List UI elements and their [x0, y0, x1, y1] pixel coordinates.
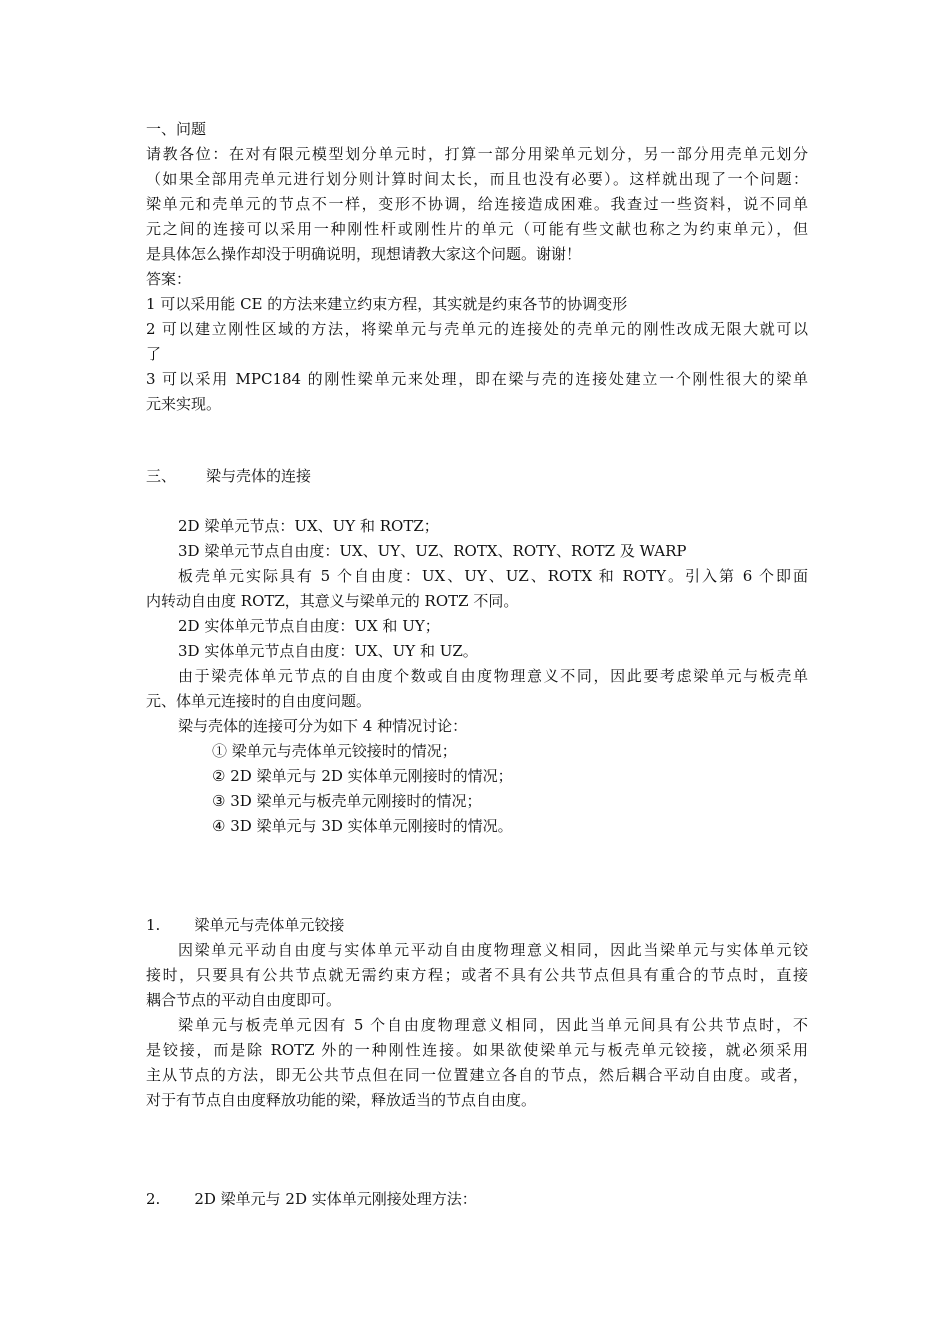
s1-para1-line-3: 耦合节点的平动自由度即可。: [146, 991, 342, 1009]
question-heading: 一、问题: [146, 120, 207, 138]
case-item-3: ③ 3D 梁单元与板壳单元刚接时的情况；: [212, 792, 482, 810]
subsection-2-heading: [146, 1187, 477, 1212]
s1-para2-line-3: 主从节点的方法，即无公共节点但在同一位置建立各自的节点，然后耦合平动自由度。或者，: [146, 1066, 808, 1084]
question-line-4: 元之间的连接可以采用一种刚性杆或刚性片的单元（可能有些文献也称之为约束单元），但: [146, 220, 808, 238]
dof-line-7: 由于梁壳体单元节点的自由度个数或自由度物理意义不同，因此要考虑梁单元与板壳单: [178, 667, 808, 685]
answer-item-3-cont: 元来实现。: [146, 395, 222, 413]
answer-item-2: 2 可以建立刚性区域的方法，将梁单元与壳单元的连接处的壳单元的刚性改成无限大就可以: [146, 320, 808, 338]
dof-line-2: 3D 梁单元节点自由度：UX、UY、UZ、ROTX、ROTY、ROTZ 及 WARP: [178, 542, 687, 560]
s1-para2-line-1: 梁单元与板壳单元因有 5 个自由度物理意义相同，因此当单元间具有公共节点时，不: [178, 1016, 808, 1034]
subsection-1-title: 梁单元与壳体单元铰接: [194, 916, 345, 934]
section-3-title: 梁与壳体的连接: [206, 467, 312, 485]
case-item-1: ① 梁单元与壳体单元铰接时的情况；: [212, 742, 457, 760]
subsection-1-heading: [146, 913, 344, 938]
answer-item-3: 3 可以采用 MPC184 的刚性梁单元来处理，即在梁与壳的连接处建立一个刚性很大的梁单: [146, 370, 808, 388]
dof-line-6: 3D 实体单元节点自由度：UX、UY 和 UZ。: [178, 642, 478, 660]
question-line-1: 请教各位：在对有限元模型划分单元时，打算一部分用梁单元划分，另一部分用壳单元划分: [146, 145, 808, 163]
answer-item-1: 1 可以采用能 CE 的方法来建立约束方程，其实就是约束各节的协调变形: [146, 295, 628, 313]
s1-para1-line-2: 接时，只要具有公共节点就无需约束方程；或者不具有公共节点但具有重合的节点时，直接: [146, 966, 808, 984]
case-item-4: ④ 3D 梁单元与 3D 实体单元刚接时的情况。: [212, 817, 513, 835]
dof-line-1: 2D 梁单元节点：UX、UY 和 ROTZ；: [178, 517, 439, 535]
question-line-3: 梁单元和壳单元的节点不一样，变形不协调，给连接造成困难。我查过一些资料，说不同单: [146, 195, 808, 213]
subsection-2-number: 2.: [146, 1190, 161, 1208]
dof-line-5: 2D 实体单元节点自由度：UX 和 UY；: [178, 617, 440, 635]
question-line-5: 是具体怎么操作却没于明确说明，现想请教大家这个问题。谢谢！: [146, 245, 582, 263]
dof-line-4: 内转动自由度 ROTZ，其意义与梁单元的 ROTZ 不同。: [146, 592, 519, 610]
section-3-number: 三、: [146, 467, 177, 485]
section-3-heading: [146, 464, 311, 489]
answer-label: 答案：: [146, 270, 192, 288]
s1-para1-line-1: 因梁单元平动自由度与实体单元平动自由度物理意义相同，因此当梁单元与实体单元铰: [178, 941, 808, 959]
case-item-2: ② 2D 梁单元与 2D 实体单元刚接时的情况；: [212, 767, 513, 785]
question-line-2: （如果全部用壳单元进行划分则计算时间太长，而且也没有必要）。这样就出现了一个问题：: [146, 170, 808, 188]
s1-para2-line-4: 对于有节点自由度释放功能的梁，释放适当的节点自由度。: [146, 1091, 537, 1109]
s1-para2-line-2: 是铰接，而是除 ROTZ 外的一种刚性连接。如果欲使梁单元与板壳单元铰接，就必须采用: [146, 1041, 808, 1059]
subsection-1-number: 1.: [146, 916, 161, 934]
dof-line-3: 板壳单元实际具有 5 个自由度：UX、UY、UZ、ROTX 和 ROTY。引入第 6 个即面: [178, 567, 808, 585]
subsection-2-title: 2D 梁单元与 2D 实体单元刚接处理方法：: [194, 1190, 477, 1208]
dof-line-9: 梁与壳体的连接可分为如下 4 种情况讨论：: [178, 717, 468, 735]
answer-item-2-cont: 了: [146, 345, 162, 363]
dof-line-8: 元、体单元连接时的自由度问题。: [146, 692, 372, 710]
